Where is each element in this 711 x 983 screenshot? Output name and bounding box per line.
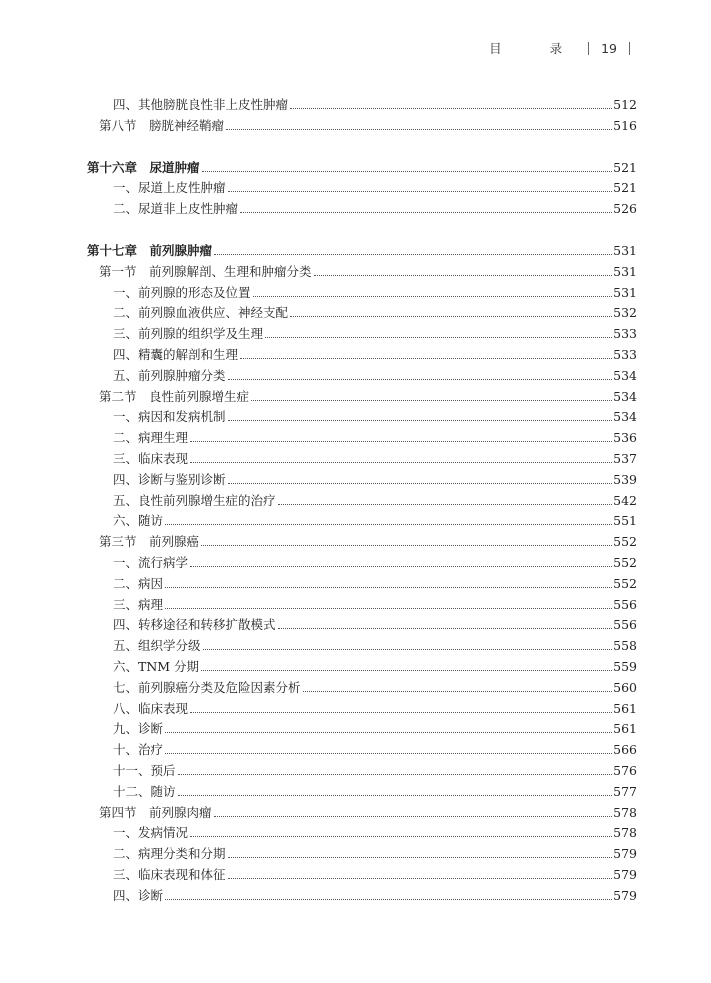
dot-leader [240,357,612,359]
dot-leader [190,711,612,713]
dot-leader [190,440,612,442]
toc-entry-title: 三、临床表现 [113,450,189,466]
toc-subsection-entry[interactable] [87,470,637,491]
toc-entry-title: 八、临床表现 [113,700,189,716]
dot-leader [228,419,613,421]
dot-leader [303,690,613,692]
toc-entry-title: 四、转移途径和转移扩散模式 [113,617,276,633]
toc-entry-page-number: 526 [613,201,637,217]
toc-subsection-entry[interactable] [87,407,637,428]
toc-subsection-entry[interactable] [87,303,637,324]
dot-leader [240,211,612,213]
dot-leader [278,503,613,505]
toc-entry-page-number: 534 [613,409,637,425]
toc-entry-page-number: 534 [613,388,637,404]
toc-chapter-entry[interactable] [87,241,637,262]
toc-entry-page-number: 558 [613,638,637,654]
dot-leader [214,253,612,255]
dot-leader [190,835,612,837]
toc-entry-title: 五、良性前列腺增生症的治疗 [113,492,276,508]
toc-subsection-entry[interactable] [87,595,637,616]
toc-subsection-entry[interactable] [87,657,637,678]
toc-entry-page-number: 579 [613,887,637,903]
toc-subsection-entry[interactable] [87,574,637,595]
toc-subsection-entry[interactable] [87,615,637,636]
toc-section-entry[interactable] [87,532,637,553]
toc-entry-page-number: 533 [613,326,637,342]
toc-subsection-entry[interactable] [87,283,637,304]
toc-entry-title: 四、诊断与鉴别诊断 [113,471,226,487]
toc-entry-page-number: 579 [613,846,637,862]
dot-leader [251,399,612,401]
toc-entry-title: 第一节 前列腺解剖、生理和肿瘤分类 [99,263,312,279]
toc-section-entry[interactable] [87,262,637,283]
toc-subsection-entry[interactable] [87,511,637,532]
toc-subsection-entry[interactable] [87,95,637,116]
dot-leader [190,565,612,567]
toc-entry-page-number: 556 [613,596,637,612]
toc-entry-page-number: 537 [613,450,637,466]
dot-leader [201,544,612,546]
toc-entry-page-number: 560 [613,679,637,695]
toc-entry-page-number: 561 [613,700,637,716]
toc-entry-page-number: 512 [613,97,637,112]
toc-entry-page-number: 566 [613,742,637,758]
dot-leader [314,274,613,276]
toc-subsection-entry[interactable] [87,823,637,844]
toc-entry-page-number: 516 [613,117,637,133]
running-header [489,40,642,56]
toc-entry-page-number: 542 [613,492,637,508]
toc-subsection-entry[interactable] [87,366,637,387]
toc-subsection-entry[interactable] [87,782,637,803]
toc-entry-title: 四、其他膀胱良性非上皮性肿瘤 [113,97,289,112]
toc-entry-page-number: 552 [613,554,637,570]
toc-entry-title: 九、诊断 [113,721,164,737]
dot-leader [178,773,613,775]
toc-entry-page-number: 531 [613,242,637,258]
toc-entry-page-number: 551 [613,513,637,529]
dot-leader [290,315,612,317]
dot-leader [265,336,612,338]
toc-entry-page-number: 579 [613,866,637,882]
dot-leader [278,627,613,629]
dot-leader [253,295,613,297]
toc-subsection-entry[interactable] [87,844,637,865]
dot-leader [228,378,613,380]
toc-entry-title: 二、前列腺血液供应、神经支配 [113,305,289,321]
dot-leader [228,877,613,879]
dot-leader [190,461,612,463]
toc-entry-page-number: 521 [613,159,637,175]
toc-entry-page-number: 533 [613,346,637,362]
toc-entry-title: 三、临床表现和体征 [113,866,226,882]
toc-entry-title: 一、病因和发病机制 [113,409,226,425]
toc-entry-title: 七、前列腺癌分类及危险因素分析 [113,679,301,695]
dot-leader [178,794,613,796]
toc-entry-page-number: 561 [613,721,637,737]
toc-entry-page-number: 536 [613,430,637,446]
toc-entry-title: 十一、预后 [113,762,176,778]
toc-entry-title: 四、诊断 [113,887,164,903]
toc-subsection-entry[interactable] [87,428,637,449]
toc-subsection-entry[interactable] [87,449,637,470]
toc-subsection-entry[interactable] [87,178,637,199]
toc-subsection-entry[interactable] [87,740,637,761]
toc-subsection-entry[interactable] [87,324,637,345]
dot-leader [202,170,613,172]
toc-subsection-entry[interactable] [87,886,637,907]
toc-entry-title: 二、病理生理 [113,430,189,446]
toc-chapter-entry[interactable] [87,158,637,179]
toc-entry-title: 一、流行病学 [113,554,189,570]
dot-leader [290,107,612,109]
toc-entry-title: 四、精囊的解剖和生理 [113,346,239,362]
toc-section-entry[interactable] [87,803,637,824]
table-of-contents [87,95,637,906]
toc-entry-title: 第二节 良性前列腺增生症 [99,388,250,404]
toc-entry-title: 三、病理 [113,596,164,612]
toc-entry-page-number: 552 [613,575,637,591]
toc-entry-page-number: 556 [613,617,637,633]
dot-leader [165,607,612,609]
dot-leader [214,815,613,817]
toc-entry-page-number: 532 [613,305,637,321]
toc-entry-title: 第四节 前列腺肉瘤 [99,804,212,820]
toc-subsection-entry[interactable] [87,678,637,699]
toc-subsection-entry[interactable] [87,636,637,657]
section-gap [87,137,637,158]
toc-entry-page-number: 531 [613,263,637,279]
dot-leader [165,523,612,525]
toc-entry-title: 第三节 前列腺癌 [99,534,200,550]
dot-leader [228,856,613,858]
toc-entry-title: 一、前列腺的形态及位置 [113,284,251,300]
toc-entry-page-number: 578 [613,825,637,841]
toc-section-entry[interactable] [87,116,637,137]
header-page-number: 19 [601,40,617,56]
toc-entry-title: 一、尿道上皮性肿瘤 [113,180,226,196]
dot-leader [165,898,612,900]
toc-subsection-entry[interactable] [87,491,637,512]
toc-entry-page-number: 534 [613,367,637,383]
header-divider [629,42,630,55]
toc-entry-title: 二、尿道非上皮性肿瘤 [113,201,239,217]
toc-subsection-entry[interactable] [87,199,637,220]
toc-entry-title: 五、前列腺肿瘤分类 [113,367,226,383]
dot-leader [228,482,613,484]
toc-subsection-entry[interactable] [87,699,637,720]
dot-leader [228,190,613,192]
toc-entry-page-number: 531 [613,284,637,300]
dot-leader [226,128,612,130]
toc-entry-page-number: 576 [613,762,637,778]
toc-entry-title: 六、TNM 分期 [113,658,200,674]
toc-subsection-entry[interactable] [87,761,637,782]
toc-entry-title: 第十六章 尿道肿瘤 [87,159,200,175]
toc-entry-page-number: 577 [613,783,637,799]
dot-leader [201,669,612,671]
toc-entry-title: 五、组织学分级 [113,638,201,654]
toc-entry-title: 一、发病情况 [113,825,189,841]
toc-entry-page-number: 552 [613,534,637,550]
dot-leader [165,731,612,733]
toc-entry-title: 二、病理分类和分期 [113,846,226,862]
toc-entry-title: 三、前列腺的组织学及生理 [113,326,264,342]
toc-entry-page-number: 539 [613,471,637,487]
toc-entry-title: 二、病因 [113,575,164,591]
toc-entry-title: 十、治疗 [113,742,164,758]
header-divider [588,42,589,55]
toc-subsection-entry[interactable] [87,865,637,886]
toc-entry-page-number: 559 [613,658,637,674]
header-title: 目 录 [489,41,585,56]
toc-entry-page-number: 578 [613,804,637,820]
toc-subsection-entry[interactable] [87,719,637,740]
toc-entry-title: 第八节 膀胱神经鞘瘤 [99,117,225,133]
toc-subsection-entry[interactable] [87,345,637,366]
section-gap [87,220,637,241]
toc-entry-title: 第十七章 前列腺肿瘤 [87,242,213,258]
dot-leader [165,752,612,754]
toc-entry-title: 六、随访 [113,513,164,529]
toc-section-entry[interactable] [87,387,637,408]
dot-leader [203,648,613,650]
toc-entry-page-number: 521 [613,180,637,196]
dot-leader [165,586,612,588]
toc-subsection-entry[interactable] [87,553,637,574]
toc-entry-title: 十二、随访 [113,783,176,799]
